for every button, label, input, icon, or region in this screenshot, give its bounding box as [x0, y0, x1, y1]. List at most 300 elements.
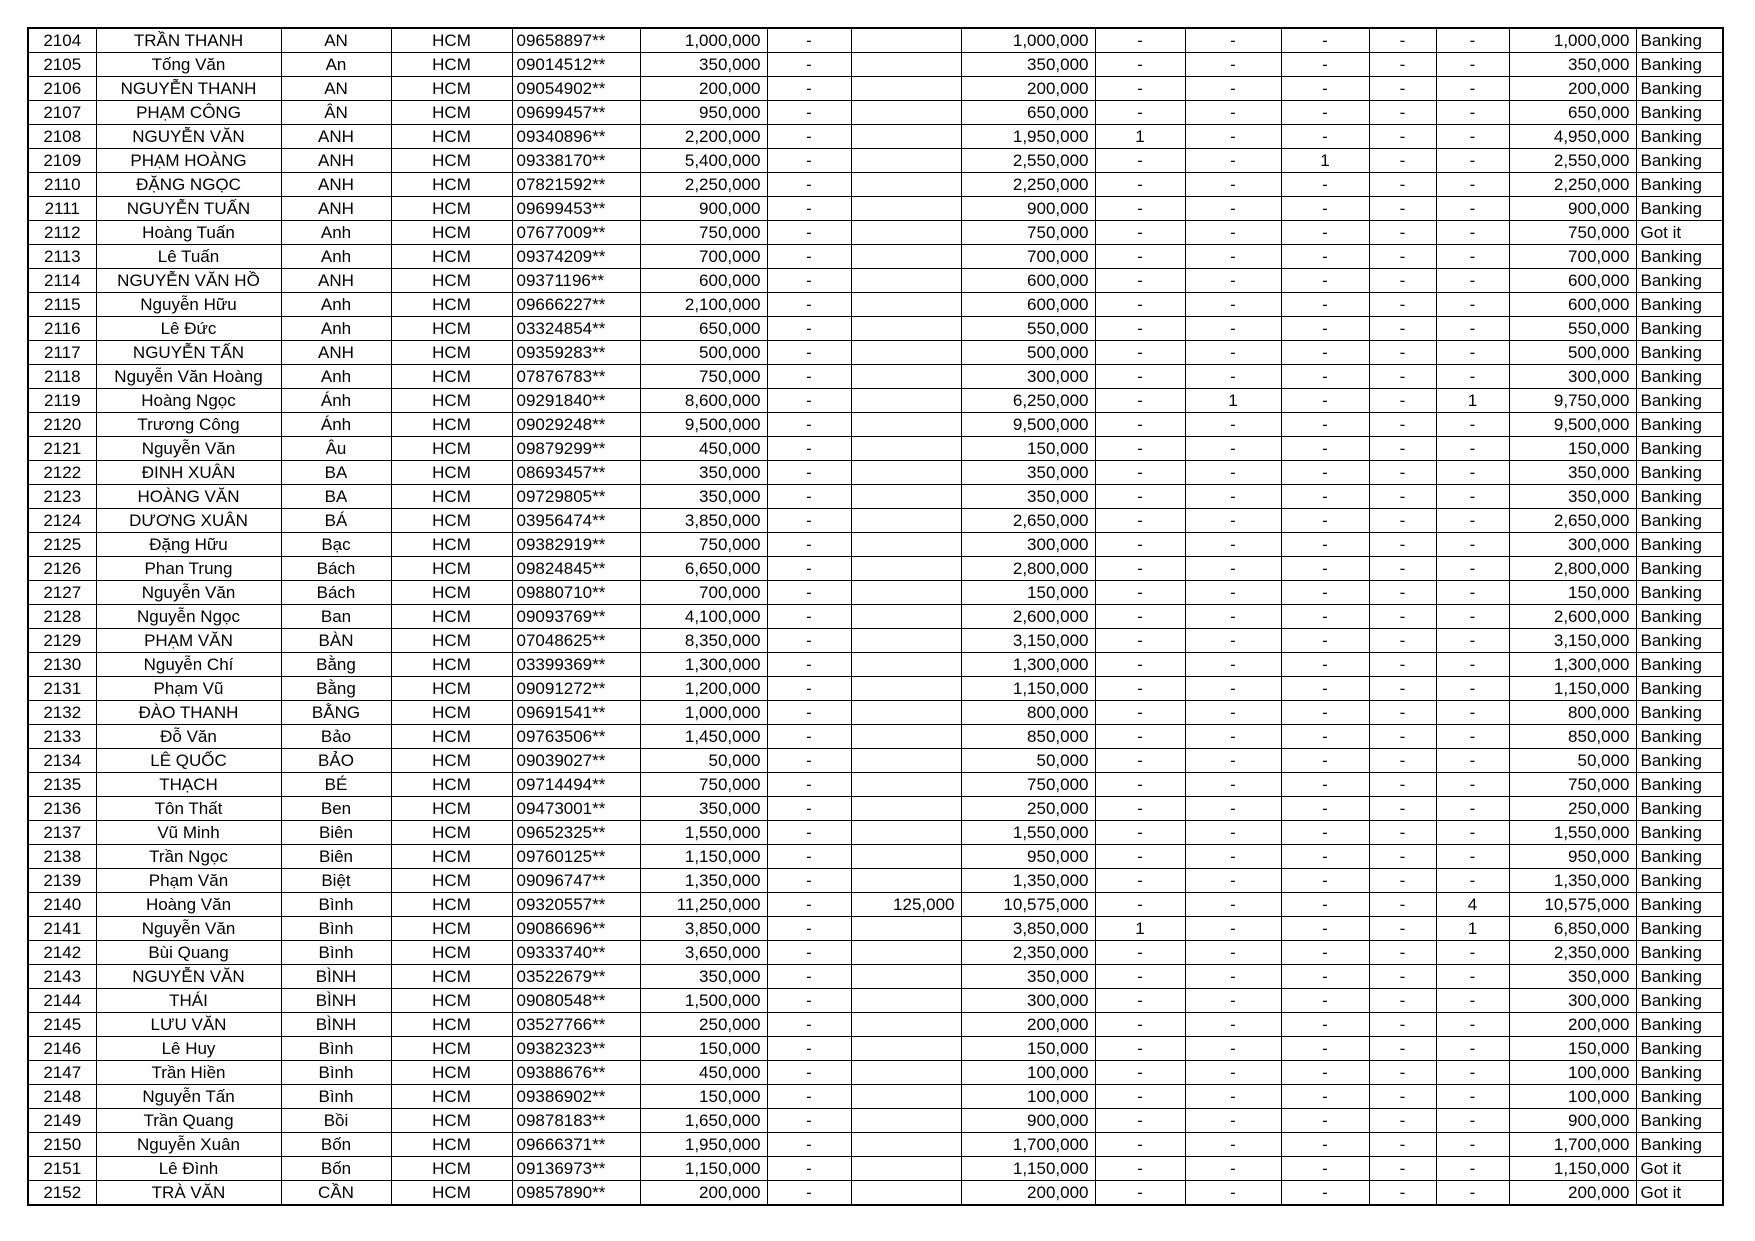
count-col-5-cell: -	[1436, 341, 1509, 365]
total-cell: 550,000	[1509, 317, 1636, 341]
city-cell: HCM	[391, 101, 512, 125]
payment-method-cell: Banking	[1636, 653, 1723, 677]
approved-amount-cell: 650,000	[961, 101, 1095, 125]
total-cell: 50,000	[1509, 749, 1636, 773]
amount-cell: 2,100,000	[640, 293, 767, 317]
count-col-1-cell: -	[1095, 365, 1185, 389]
table-row	[28, 965, 1723, 989]
count-col-2-cell: -	[1185, 653, 1281, 677]
given-name-cell: Âu	[281, 437, 391, 461]
total-cell: 300,000	[1509, 365, 1636, 389]
payment-method-cell: Got it	[1636, 1157, 1723, 1181]
count-col-4-cell: -	[1369, 989, 1436, 1013]
count-col-3-cell: -	[1281, 629, 1369, 653]
total-cell: 900,000	[1509, 1109, 1636, 1133]
approved-amount-cell: 950,000	[961, 845, 1095, 869]
count-col-5-cell: -	[1436, 173, 1509, 197]
count-col-1-cell: -	[1095, 845, 1185, 869]
phone-cell: 09039027**	[512, 749, 640, 773]
amount-cell: 650,000	[640, 317, 767, 341]
surname-cell: THẠCH	[96, 773, 281, 797]
count-col-4-cell: -	[1369, 845, 1436, 869]
count-col-5-cell: -	[1436, 365, 1509, 389]
approved-amount-cell: 3,850,000	[961, 917, 1095, 941]
city-cell: HCM	[391, 245, 512, 269]
table-row	[28, 341, 1723, 365]
city-cell: HCM	[391, 125, 512, 149]
count-col-4-cell: -	[1369, 197, 1436, 221]
phone-cell: 09338170**	[512, 149, 640, 173]
deduction-cell	[851, 413, 961, 437]
count-col-1-cell: -	[1095, 677, 1185, 701]
city-cell: HCM	[391, 917, 512, 941]
count-col-1-cell: -	[1095, 269, 1185, 293]
count-col-5-cell: -	[1436, 941, 1509, 965]
amount-cell: 1,650,000	[640, 1109, 767, 1133]
row-number-cell: 2124	[28, 509, 96, 533]
count-col-4-cell: -	[1369, 893, 1436, 917]
city-cell: HCM	[391, 533, 512, 557]
amount-cell: 5,400,000	[640, 149, 767, 173]
approved-amount-cell: 350,000	[961, 965, 1095, 989]
table-row	[28, 101, 1723, 125]
count-col-4-cell: -	[1369, 149, 1436, 173]
count-col-3-cell: -	[1281, 101, 1369, 125]
row-number-cell: 2106	[28, 77, 96, 101]
approved-amount-cell: 600,000	[961, 269, 1095, 293]
count-col-1-cell: -	[1095, 293, 1185, 317]
dash-cell: -	[767, 1109, 851, 1133]
table-row	[28, 557, 1723, 581]
approved-amount-cell: 350,000	[961, 53, 1095, 77]
count-col-5-cell: -	[1436, 1109, 1509, 1133]
payment-method-cell: Banking	[1636, 317, 1723, 341]
deduction-cell	[851, 269, 961, 293]
dash-cell: -	[767, 1181, 851, 1206]
count-col-1-cell: 1	[1095, 125, 1185, 149]
approved-amount-cell: 200,000	[961, 77, 1095, 101]
city-cell: HCM	[391, 773, 512, 797]
count-col-5-cell: -	[1436, 485, 1509, 509]
total-cell: 250,000	[1509, 797, 1636, 821]
count-col-3-cell: -	[1281, 797, 1369, 821]
count-col-5-cell: -	[1436, 629, 1509, 653]
dash-cell: -	[767, 917, 851, 941]
count-col-5-cell: -	[1436, 725, 1509, 749]
dash-cell: -	[767, 749, 851, 773]
count-col-5-cell: -	[1436, 605, 1509, 629]
amount-cell: 9,500,000	[640, 413, 767, 437]
count-col-5-cell: -	[1436, 1133, 1509, 1157]
deduction-cell	[851, 701, 961, 725]
count-col-1-cell: -	[1095, 77, 1185, 101]
total-cell: 2,550,000	[1509, 149, 1636, 173]
total-cell: 300,000	[1509, 533, 1636, 557]
city-cell: HCM	[391, 485, 512, 509]
table-row	[28, 293, 1723, 317]
approved-amount-cell: 1,950,000	[961, 125, 1095, 149]
count-col-5-cell: -	[1436, 1061, 1509, 1085]
approved-amount-cell: 100,000	[961, 1061, 1095, 1085]
surname-cell: Trần Ngọc	[96, 845, 281, 869]
row-number-cell: 2117	[28, 341, 96, 365]
table-row	[28, 245, 1723, 269]
count-col-2-cell: -	[1185, 1013, 1281, 1037]
count-col-2-cell: -	[1185, 797, 1281, 821]
row-number-cell: 2107	[28, 101, 96, 125]
total-cell: 2,600,000	[1509, 605, 1636, 629]
count-col-2-cell: -	[1185, 413, 1281, 437]
dash-cell: -	[767, 149, 851, 173]
payment-method-cell: Banking	[1636, 725, 1723, 749]
phone-cell: 07048625**	[512, 629, 640, 653]
phone-cell: 03522679**	[512, 965, 640, 989]
count-col-1-cell: -	[1095, 941, 1185, 965]
count-col-5-cell: -	[1436, 677, 1509, 701]
count-col-2-cell: -	[1185, 1181, 1281, 1206]
dash-cell: -	[767, 173, 851, 197]
count-col-3-cell: -	[1281, 1085, 1369, 1109]
count-col-4-cell: -	[1369, 1109, 1436, 1133]
count-col-5-cell: -	[1436, 293, 1509, 317]
count-col-2-cell: -	[1185, 221, 1281, 245]
phone-cell: 09333740**	[512, 941, 640, 965]
city-cell: HCM	[391, 797, 512, 821]
count-col-3-cell: -	[1281, 941, 1369, 965]
city-cell: HCM	[391, 629, 512, 653]
approved-amount-cell: 300,000	[961, 533, 1095, 557]
given-name-cell: BA	[281, 485, 391, 509]
amount-cell: 1,150,000	[640, 1157, 767, 1181]
total-cell: 1,300,000	[1509, 653, 1636, 677]
count-col-4-cell: -	[1369, 653, 1436, 677]
given-name-cell: CẦN	[281, 1181, 391, 1206]
count-col-1-cell: -	[1095, 173, 1185, 197]
amount-cell: 3,850,000	[640, 917, 767, 941]
total-cell: 6,850,000	[1509, 917, 1636, 941]
deduction-cell	[851, 437, 961, 461]
payment-method-cell: Banking	[1636, 917, 1723, 941]
surname-cell: Lê Tuấn	[96, 245, 281, 269]
surname-cell: Đặng Hữu	[96, 533, 281, 557]
city-cell: HCM	[391, 28, 512, 53]
phone-cell: 03527766**	[512, 1013, 640, 1037]
given-name-cell: Biên	[281, 821, 391, 845]
count-col-1-cell: -	[1095, 821, 1185, 845]
dash-cell: -	[767, 365, 851, 389]
approved-amount-cell: 1,150,000	[961, 677, 1095, 701]
count-col-1-cell: -	[1095, 221, 1185, 245]
city-cell: HCM	[391, 1085, 512, 1109]
surname-cell: ĐINH XUÂN	[96, 461, 281, 485]
count-col-2-cell: -	[1185, 893, 1281, 917]
city-cell: HCM	[391, 869, 512, 893]
dash-cell: -	[767, 557, 851, 581]
count-col-3-cell: -	[1281, 125, 1369, 149]
count-col-4-cell: -	[1369, 1157, 1436, 1181]
count-col-4-cell: -	[1369, 1085, 1436, 1109]
table-row	[28, 773, 1723, 797]
approved-amount-cell: 150,000	[961, 1037, 1095, 1061]
count-col-4-cell: -	[1369, 917, 1436, 941]
count-col-2-cell: -	[1185, 1109, 1281, 1133]
approved-amount-cell: 750,000	[961, 221, 1095, 245]
dash-cell: -	[767, 773, 851, 797]
payment-method-cell: Banking	[1636, 797, 1723, 821]
table-row	[28, 941, 1723, 965]
given-name-cell: Bằng	[281, 677, 391, 701]
phone-cell: 09388676**	[512, 1061, 640, 1085]
surname-cell: THÁI	[96, 989, 281, 1013]
row-number-cell: 2110	[28, 173, 96, 197]
amount-cell: 250,000	[640, 1013, 767, 1037]
row-number-cell: 2142	[28, 941, 96, 965]
approved-amount-cell: 500,000	[961, 341, 1095, 365]
surname-cell: Hoàng Văn	[96, 893, 281, 917]
amount-cell: 50,000	[640, 749, 767, 773]
city-cell: HCM	[391, 77, 512, 101]
dash-cell: -	[767, 101, 851, 125]
given-name-cell: Bình	[281, 1085, 391, 1109]
count-col-1-cell: -	[1095, 461, 1185, 485]
surname-cell: Phạm Văn	[96, 869, 281, 893]
count-col-2-cell: -	[1185, 293, 1281, 317]
count-col-3-cell: -	[1281, 28, 1369, 53]
total-cell: 350,000	[1509, 965, 1636, 989]
payment-method-cell: Banking	[1636, 485, 1723, 509]
row-number-cell: 2148	[28, 1085, 96, 1109]
row-number-cell: 2130	[28, 653, 96, 677]
count-col-3-cell: -	[1281, 605, 1369, 629]
count-col-5-cell: -	[1436, 1181, 1509, 1206]
count-col-5-cell: -	[1436, 749, 1509, 773]
payment-method-cell: Banking	[1636, 1133, 1723, 1157]
amount-cell: 200,000	[640, 77, 767, 101]
count-col-4-cell: -	[1369, 341, 1436, 365]
count-col-2-cell: -	[1185, 485, 1281, 509]
given-name-cell: ANH	[281, 197, 391, 221]
approved-amount-cell: 200,000	[961, 1013, 1095, 1037]
count-col-5-cell: -	[1436, 125, 1509, 149]
count-col-5-cell: -	[1436, 989, 1509, 1013]
count-col-3-cell: -	[1281, 557, 1369, 581]
city-cell: HCM	[391, 701, 512, 725]
total-cell: 150,000	[1509, 1037, 1636, 1061]
deduction-cell	[851, 1013, 961, 1037]
table-row	[28, 1061, 1723, 1085]
count-col-3-cell: -	[1281, 509, 1369, 533]
count-col-3-cell: -	[1281, 965, 1369, 989]
payment-method-cell: Banking	[1636, 773, 1723, 797]
payment-method-cell: Banking	[1636, 845, 1723, 869]
dash-cell: -	[767, 533, 851, 557]
total-cell: 850,000	[1509, 725, 1636, 749]
total-cell: 9,750,000	[1509, 389, 1636, 413]
dash-cell: -	[767, 269, 851, 293]
city-cell: HCM	[391, 725, 512, 749]
count-col-2-cell: -	[1185, 341, 1281, 365]
amount-cell: 2,250,000	[640, 173, 767, 197]
amount-cell: 350,000	[640, 53, 767, 77]
table-row	[28, 869, 1723, 893]
phone-cell: 09291840**	[512, 389, 640, 413]
approved-amount-cell: 9,500,000	[961, 413, 1095, 437]
phone-cell: 07821592**	[512, 173, 640, 197]
deduction-cell	[851, 53, 961, 77]
dash-cell: -	[767, 653, 851, 677]
count-col-4-cell: -	[1369, 701, 1436, 725]
city-cell: HCM	[391, 605, 512, 629]
dash-cell: -	[767, 28, 851, 53]
given-name-cell: AN	[281, 28, 391, 53]
amount-cell: 750,000	[640, 221, 767, 245]
approved-amount-cell: 1,700,000	[961, 1133, 1095, 1157]
amount-cell: 700,000	[640, 581, 767, 605]
row-number-cell: 2112	[28, 221, 96, 245]
count-col-4-cell: -	[1369, 437, 1436, 461]
table-row	[28, 221, 1723, 245]
table-row	[28, 28, 1723, 53]
table-row	[28, 1037, 1723, 1061]
count-col-3-cell: -	[1281, 749, 1369, 773]
payment-method-cell: Banking	[1636, 245, 1723, 269]
count-col-1-cell: -	[1095, 701, 1185, 725]
payment-method-cell: Banking	[1636, 293, 1723, 317]
deduction-cell	[851, 845, 961, 869]
city-cell: HCM	[391, 1157, 512, 1181]
count-col-2-cell: -	[1185, 533, 1281, 557]
row-number-cell: 2127	[28, 581, 96, 605]
amount-cell: 750,000	[640, 773, 767, 797]
amount-cell: 200,000	[640, 1181, 767, 1206]
row-number-cell: 2138	[28, 845, 96, 869]
count-col-1-cell: -	[1095, 1085, 1185, 1109]
dash-cell: -	[767, 629, 851, 653]
phone-cell: 09763506**	[512, 725, 640, 749]
surname-cell: Hoàng Ngọc	[96, 389, 281, 413]
count-col-5-cell: 1	[1436, 917, 1509, 941]
amount-cell: 150,000	[640, 1085, 767, 1109]
count-col-2-cell: -	[1185, 245, 1281, 269]
count-col-3-cell: -	[1281, 821, 1369, 845]
phone-cell: 09386902**	[512, 1085, 640, 1109]
count-col-1-cell: -	[1095, 1181, 1185, 1206]
total-cell: 1,150,000	[1509, 677, 1636, 701]
city-cell: HCM	[391, 653, 512, 677]
count-col-4-cell: -	[1369, 773, 1436, 797]
count-col-3-cell: -	[1281, 485, 1369, 509]
payment-method-cell: Banking	[1636, 557, 1723, 581]
count-col-5-cell: -	[1436, 509, 1509, 533]
count-col-5-cell: -	[1436, 1037, 1509, 1061]
dash-cell: -	[767, 1013, 851, 1037]
dash-cell: -	[767, 509, 851, 533]
phone-cell: 09760125**	[512, 845, 640, 869]
dash-cell: -	[767, 869, 851, 893]
dash-cell: -	[767, 485, 851, 509]
count-col-4-cell: -	[1369, 125, 1436, 149]
count-col-1-cell: -	[1095, 773, 1185, 797]
count-col-2-cell: -	[1185, 605, 1281, 629]
total-cell: 950,000	[1509, 845, 1636, 869]
payment-method-cell: Banking	[1636, 1061, 1723, 1085]
given-name-cell: Bình	[281, 1061, 391, 1085]
deduction-cell	[851, 653, 961, 677]
city-cell: HCM	[391, 1181, 512, 1206]
dash-cell: -	[767, 389, 851, 413]
phone-cell: 09320557**	[512, 893, 640, 917]
dash-cell: -	[767, 77, 851, 101]
phone-cell: 03324854**	[512, 317, 640, 341]
count-col-4-cell: -	[1369, 677, 1436, 701]
row-number-cell: 2104	[28, 28, 96, 53]
table-row	[28, 605, 1723, 629]
approved-amount-cell: 2,650,000	[961, 509, 1095, 533]
dash-cell: -	[767, 965, 851, 989]
surname-cell: ĐÀO THANH	[96, 701, 281, 725]
approved-amount-cell: 1,300,000	[961, 653, 1095, 677]
approved-amount-cell: 1,000,000	[961, 28, 1095, 53]
count-col-3-cell: -	[1281, 77, 1369, 101]
count-col-4-cell: -	[1369, 389, 1436, 413]
count-col-1-cell: -	[1095, 1133, 1185, 1157]
given-name-cell: Biệt	[281, 869, 391, 893]
total-cell: 100,000	[1509, 1085, 1636, 1109]
count-col-2-cell: -	[1185, 677, 1281, 701]
total-cell: 350,000	[1509, 485, 1636, 509]
count-col-3-cell: -	[1281, 221, 1369, 245]
table-row	[28, 461, 1723, 485]
total-cell: 2,650,000	[1509, 509, 1636, 533]
phone-cell: 09729805**	[512, 485, 640, 509]
count-col-4-cell: -	[1369, 221, 1436, 245]
table-row	[28, 1085, 1723, 1109]
amount-cell: 1,950,000	[640, 1133, 767, 1157]
row-number-cell: 2134	[28, 749, 96, 773]
deduction-cell	[851, 797, 961, 821]
count-col-2-cell: -	[1185, 701, 1281, 725]
surname-cell: PHẠM VĂN	[96, 629, 281, 653]
surname-cell: NGUYỄN TUẤN	[96, 197, 281, 221]
count-col-1-cell: -	[1095, 605, 1185, 629]
amount-cell: 1,150,000	[640, 845, 767, 869]
given-name-cell: BA	[281, 461, 391, 485]
payment-method-cell: Banking	[1636, 989, 1723, 1013]
phone-cell: 09014512**	[512, 53, 640, 77]
count-col-3-cell: -	[1281, 1133, 1369, 1157]
given-name-cell: Anh	[281, 293, 391, 317]
dash-cell: -	[767, 1157, 851, 1181]
city-cell: HCM	[391, 1037, 512, 1061]
approved-amount-cell: 50,000	[961, 749, 1095, 773]
count-col-5-cell: -	[1436, 533, 1509, 557]
deduction-cell	[851, 365, 961, 389]
table-row	[28, 125, 1723, 149]
count-col-1-cell: -	[1095, 485, 1185, 509]
count-col-1-cell: -	[1095, 28, 1185, 53]
count-col-2-cell: -	[1185, 53, 1281, 77]
deduction-cell	[851, 1061, 961, 1085]
payment-method-cell: Banking	[1636, 821, 1723, 845]
given-name-cell: ANH	[281, 341, 391, 365]
dash-cell: -	[767, 581, 851, 605]
approved-amount-cell: 900,000	[961, 197, 1095, 221]
phone-cell: 09371196**	[512, 269, 640, 293]
payment-method-cell: Banking	[1636, 437, 1723, 461]
city-cell: HCM	[391, 53, 512, 77]
row-number-cell: 2132	[28, 701, 96, 725]
total-cell: 150,000	[1509, 437, 1636, 461]
